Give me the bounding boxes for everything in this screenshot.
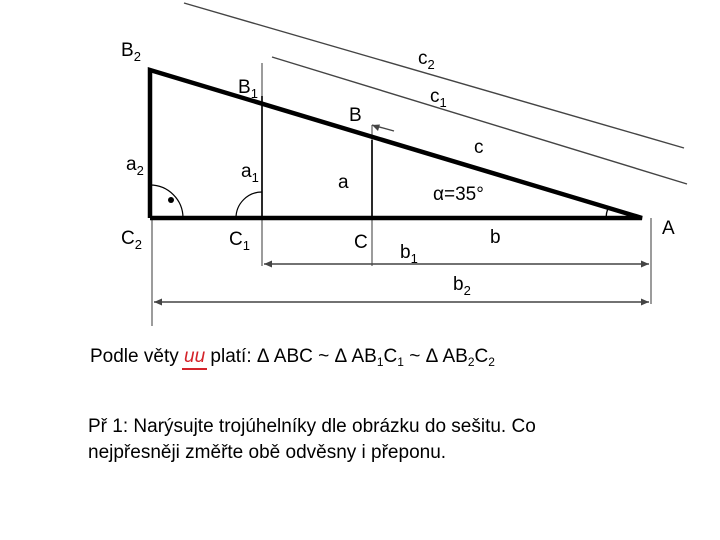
right-angle-arc-C2 — [150, 185, 183, 218]
label-b: b — [490, 227, 501, 248]
label-C2: $C_2$ — [121, 228, 142, 252]
label-B1: $B_1$ — [238, 77, 258, 101]
right-angle-dot — [168, 197, 174, 203]
label-C1: $C_1$ — [229, 229, 250, 253]
label-b1: $b_1$ — [400, 242, 418, 266]
dim-line-c2 — [184, 3, 684, 148]
label-c1: $c_1$ — [430, 86, 447, 110]
label-B2: $B_2$ — [121, 40, 141, 64]
label-C: C — [354, 232, 368, 253]
label-a1: $a_1$ — [241, 161, 259, 185]
blank-underline: uu — [184, 346, 206, 367]
dimension-arrowheads — [154, 125, 649, 306]
label-a: a — [338, 172, 349, 193]
task-text: Př 1: Narýsujte trojúhelníky dle obrázku do sešitu. Co nejpřesněji změřte obě odvěsny i přeponu. — [88, 416, 536, 463]
label-alpha: α=35° — [433, 184, 484, 205]
label-A: A — [662, 218, 675, 239]
label-B: B — [349, 105, 362, 126]
main-triangle — [150, 70, 642, 218]
label-c2: $c_2$ — [418, 48, 435, 72]
label-c: c — [474, 137, 484, 158]
similarity-statement: Podle věty uu platí: Δ ABC ~ Δ $AB_1C_1$ ~ Δ $AB_2C_2$ — [90, 346, 495, 369]
right-angle-arc-C1 — [236, 192, 262, 218]
label-b2: $b_2$ — [453, 274, 471, 298]
label-a2: $a_2$ — [126, 154, 144, 178]
dim-line-c1 — [272, 57, 687, 184]
